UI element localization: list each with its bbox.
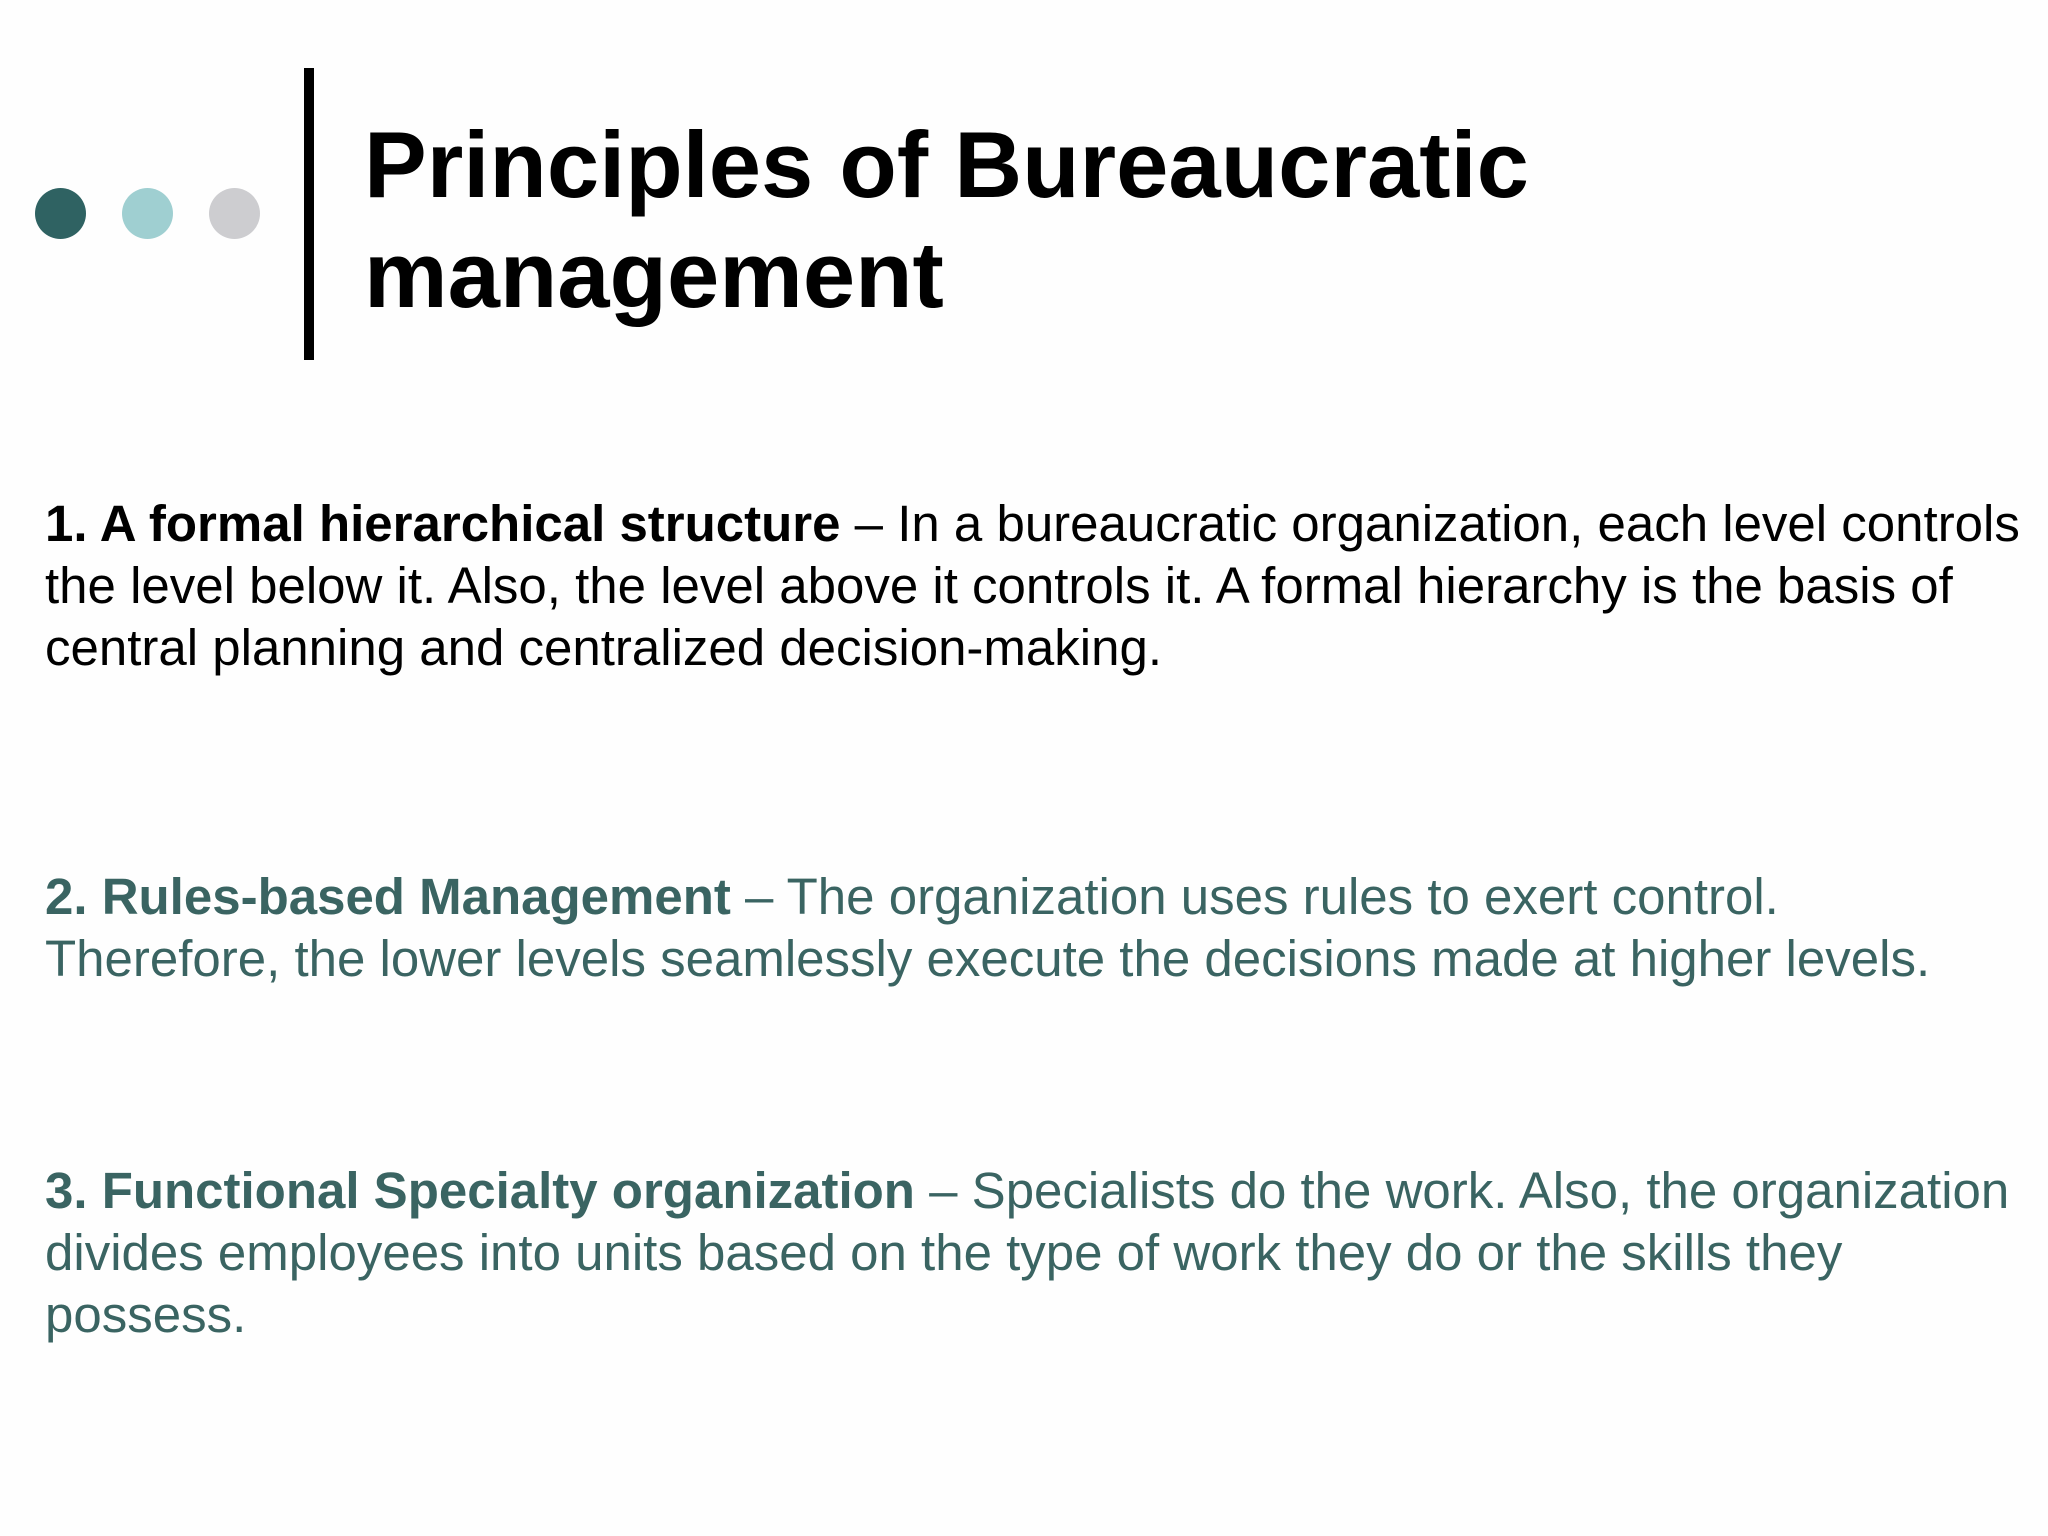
slide-title: Principles of Bureaucratic management xyxy=(364,112,1529,327)
principle-1-term: 1. A formal hierarchical structure xyxy=(45,495,841,552)
principle-2 xyxy=(45,866,2020,990)
principle-2-description: – The organization uses rules to exert control. Therefore, the lower levels seamlessly execute the decisions made at higher levels. xyxy=(45,868,1931,987)
principle-1 xyxy=(45,493,2020,679)
principle-1-description: – In a bureaucratic organization, each level controls the level below it. Also, the level above it controls it. A formal hierarchy is the basis of central planning and centralized decision-making. xyxy=(45,495,2020,676)
title-divider xyxy=(304,68,314,360)
principle-3-description: – Specialists do the work. Also, the organization divides employees into units based on the type of work they do or the skills they possess. xyxy=(45,1162,2010,1343)
dark-teal-dot xyxy=(35,188,86,239)
gray-dot xyxy=(209,188,260,239)
principle-3-term: 3. Functional Specialty organization xyxy=(45,1162,915,1219)
principle-3 xyxy=(45,1160,2020,1346)
principle-2-term: 2. Rules-based Management xyxy=(45,868,731,925)
light-teal-dot xyxy=(122,188,173,239)
